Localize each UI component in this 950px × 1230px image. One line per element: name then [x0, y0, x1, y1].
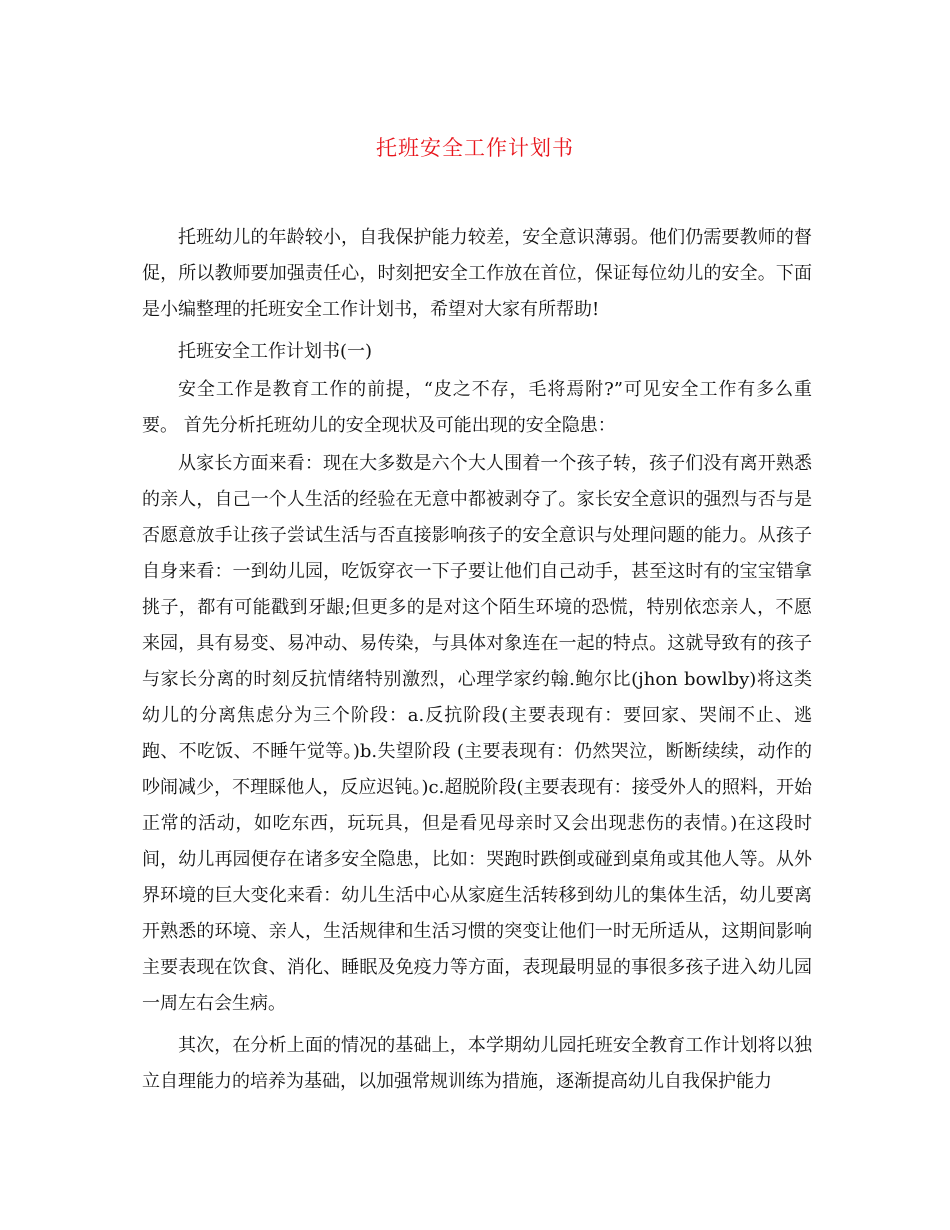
- section-heading: 托班安全工作计划书(一): [178, 341, 373, 362]
- safety-premise-paragraph: 安全工作是教育工作的前提，“皮之不存，毛将焉附?”可见安全工作有多么重要。 首先分析托班幼儿的安全现状及可能出现的安全隐患：: [142, 379, 812, 436]
- intro-paragraph: 托班幼儿的年龄较小，自我保护能力较差，安全意识薄弱。他们仍需要教师的督促，所以教师要加强责任心，时刻把安全工作放在首位，保证每位幼儿的安全。下面是小编整理的托班安全工作计划书，希望对大家有所帮助!: [142, 227, 812, 320]
- analysis-paragraph: 从家长方面来看：现在大多数是六个大人围着一个孩子转，孩子们没有离开熟悉的亲人，自己一个人生活的经验在无意中都被剥夺了。家长安全意识的强烈与否与是否愿意放手让孩子尝试生活与否直接影响孩子的安全意识与处理问题的能力。从孩子自身来看：一到幼儿园，吃饭穿衣一下子要让他们自己动手，甚至这时有的宝宝错拿挑子，都有可能戳到牙龈;但更多的是对这个陌生环境的恐慌，特别依恋亲人，不愿来园，具有易变、易冲动、易传染，与具体对象连在一起的特点。这就导致有的孩子与家长分离的时刻反抗情绪特别激烈，心理学家约翰.鲍尔比(jhon bowlby)将这类幼儿的分离焦虑分为三个阶段：a.反抗阶段(主要表现有：要回家、哭闹不止、逃跑、不吃饭、不睡午觉等。)b.失望阶段 (主要表现有：仍然哭泣，断断续续，动作的吵闹减少，不理睬他人，反应迟钝。)c.超脱阶段(主要表现有：接受外人的照料，开始正常的活动，如吃东西，玩玩具，但是看见母亲时又会出现悲伤的表情。)在这段时间，幼儿再园便存在诸多安全隐患，比如：哭跑时跌倒或碰到桌角或其他人等。从外界环境的巨大变化来看：幼儿生活中心从家庭生活转移到幼儿的集体生活，幼儿要离开熟悉的环境、亲人，生活规律和生活习惯的突变让他们一时无所适从，这期间影响主要表现在饮食、消化、睡眠及免疫力等方面，表现最明显的事很多孩子进入幼儿园一周左右会生病。: [142, 453, 812, 1014]
- plan-paragraph: 其次，在分析上面的情况的基础上，本学期幼儿园托班安全教育工作计划将以独立自理能力的培养为基础，以加强常规训练为措施，逐渐提高幼儿自我保护能力: [142, 1035, 812, 1092]
- document-body: [142, 220, 812, 1106]
- document-title: 托班安全工作计划书: [376, 136, 574, 160]
